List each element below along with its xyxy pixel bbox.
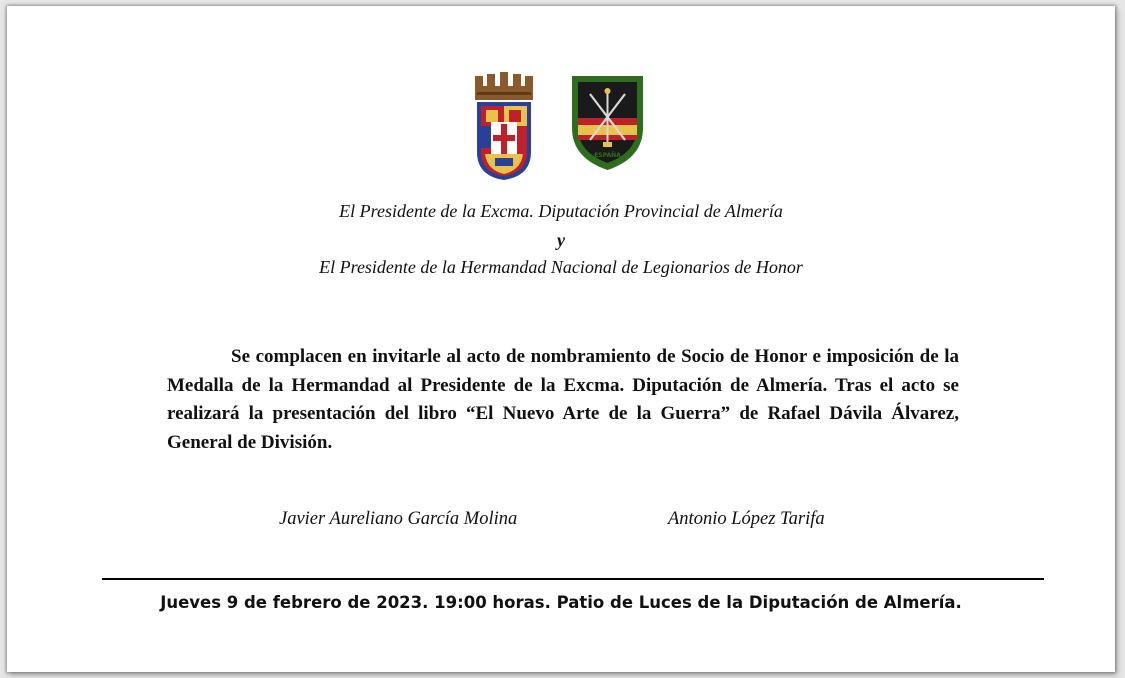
signature-right: Antonio López Tarifa bbox=[668, 509, 825, 529]
event-details: Jueves 9 de febrero de 2023. 19:00 horas. Patio de Luces de la Diputación de Almería. bbox=[160, 593, 962, 612]
invitation-card bbox=[7, 6, 1115, 672]
invitation-body bbox=[167, 343, 959, 457]
header-line-2: El Presidente de la Hermandad Nacional de Legionarios de Honor bbox=[319, 257, 803, 277]
header-conjunction: y bbox=[557, 230, 565, 250]
badge-text: ESPAÑA bbox=[594, 152, 621, 159]
almeria-coat-of-arms-icon bbox=[473, 72, 535, 182]
signature-left: Javier Aureliano García Molina bbox=[279, 509, 518, 529]
divider-rule bbox=[102, 578, 1044, 580]
header-line-1: El Presidente de la Excma. Diputación Provincial de Almería bbox=[339, 201, 783, 221]
legion-badge-icon bbox=[570, 74, 645, 172]
invitation-paragraph: Se complacen en invitarle al acto de nombramiento de Socio de Honor e imposición de la Medalla de la Hermandad al Presidente de la Excma. Diputación de Almería. Tras el acto se realizará la presentación del libro “El Nuevo Arte de la Guerra” de Rafael Dávila Álvarez, General de División. bbox=[167, 346, 959, 453]
logos-row bbox=[7, 72, 1115, 184]
